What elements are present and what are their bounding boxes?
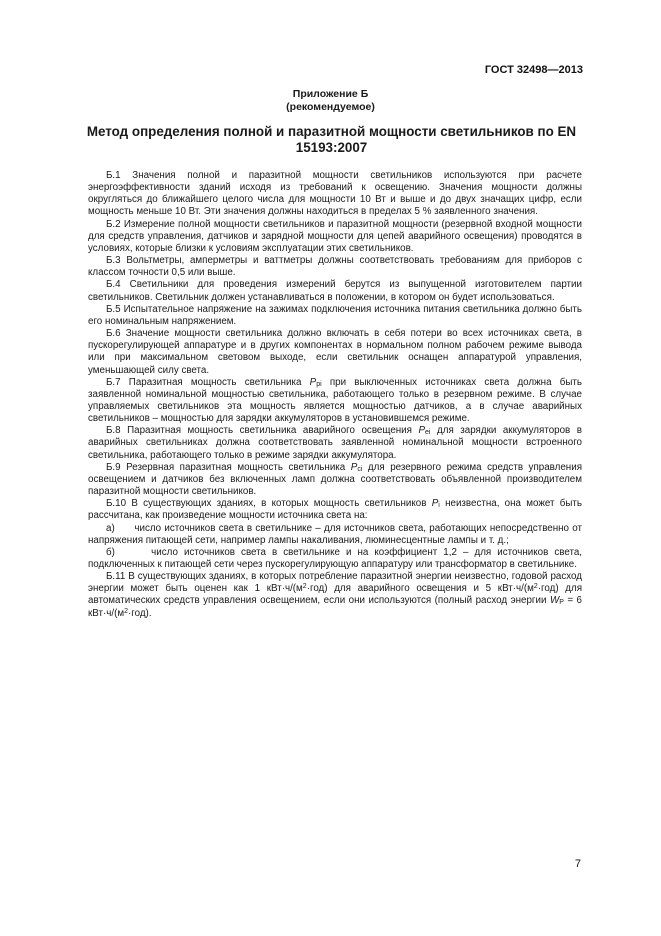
paragraph-b9-text: Б.9 Резервная паразитная мощность светильника (106, 461, 351, 473)
paragraph-b10-text: Б.10 В существующих зданиях, в которых мощность светильников (106, 498, 432, 510)
symbol-p-i: P (431, 498, 439, 510)
document-body (88, 170, 582, 620)
list-item-b: б) число источников света в светильнике и на коэффициент 1,2 – для источников света, подключенных к питающей сети через пускорегулирующую аппаратуру или трансформатор в светильнике. (88, 546, 582, 570)
paragraph-b9 (88, 462, 582, 498)
paragraph-b7 (88, 377, 582, 426)
paragraph-b8-text-cont: для зарядки аккумуляторов в аварийных светильниках должна соответствовать заявленной номинальной мощности встроенного светильника, работающего только в режиме зарядки аккумулятора. (88, 425, 582, 461)
list-item-a: а) число источников света в светильнике – для источников света, работающих непосредственно от напряжения питающей сети, например лампы накаливания, люминесцентные лампы и т. д.; (88, 522, 582, 546)
paragraph-b6: Б.6 Значение мощности светильника должно включать в себя потери во всех источниках света, в пускорегулирующей аппаратуре и в других компонентах в нормальном полном рабочем режиме вывода или при максимальном световом выходе, если светильник оснащен аппаратурой управления, уменьшающей силу света. (88, 328, 582, 376)
paragraph-b11-text: ·год) для аварийного освещения и 5 кВт·ч/(м (306, 583, 534, 595)
page-number: 7 (574, 858, 581, 870)
superscript: 2 (124, 607, 128, 615)
paragraph-b11 (88, 571, 582, 620)
paragraph-b10 (88, 498, 582, 522)
paragraph-b11-text: Б.11 В существующих зданиях, в которых потребление паразитной энергии неизвестно, годовой расход энергии может быть оценен как 1 кВт·ч/(м (88, 571, 582, 595)
symbol-w-p: W (549, 595, 560, 607)
symbol-subscript: i (438, 502, 440, 510)
section-title: Метод определения полной и паразитной мощности светильников по EN 15193:2007 (86, 124, 577, 155)
document-code: ГОСТ 32498—2013 (484, 64, 583, 76)
superscript: 2 (533, 583, 538, 591)
symbol-subscript: ei (425, 429, 431, 437)
paragraph-b2: Б.2 Измерение полной мощности светильников и паразитной мощности (резервной входной мощности для средств управления, датчиков и зарядной мощности для цепей аварийного освещения) проводятся в условиях, которые близки к условиям эксплуатации этих светильников. (88, 218, 582, 254)
symbol-p-ei: P (418, 425, 426, 437)
paragraph-b9-text-cont: для резервного режима средств управления освещением и датчиков без включенных ламп должна соответствовать объявленной производителем паразитной мощности светильников. (88, 461, 582, 498)
symbol-p-pi: P (309, 376, 317, 388)
symbol-subscript: P (559, 599, 564, 607)
appendix-label: Приложение Б (292, 88, 369, 100)
symbol-p-ci: P (350, 461, 358, 473)
paragraph-b5: Б.5 Испытательное напряжение на зажимах подключения источника питания светильника должно быть его номинальным напряжением. (88, 303, 582, 327)
paragraph-b8 (88, 425, 582, 461)
paragraph-b7-text-cont: при выключенных источниках света должна быть заявленной номинальной мощностью светильника, работающего только в резервном режиме. В случае управляемых светильников эта мощность является мощностью датчиков, а в случае аварийных светильников – мощностью для зарядки аккумуляторов в установившемся режиме. (88, 376, 582, 425)
paragraph-b11-text: ·год). (127, 607, 152, 619)
paragraph-b8-text: Б.8 Паразитная мощность светильника аварийного освещения (106, 425, 419, 437)
paragraph-b11-text: = 6 кВт·ч/(м (88, 595, 582, 619)
paragraph-b4: Б.4 Светильники для проведения измерений берутся из выпущенной изготовителем партии светильников. Светильник должен устанавливаться в положении, в котором он будет использоваться. (88, 279, 582, 303)
symbol-subscript: pi (316, 380, 322, 388)
paragraph-b7-text: Б.7 Паразитная мощность светильника (106, 376, 310, 388)
paragraph-b11-text: ·год) для автоматических средств управления освещением, если они используются (полный расход энергии (88, 583, 583, 607)
paragraph-b3: Б.3 Вольтметры, амперметры и ваттметры должны соответствовать требованиям для приборов с классом точности 0,5 или выше. (88, 255, 582, 279)
superscript: 2 (302, 583, 307, 591)
appendix-status: (рекомендуемое) (286, 101, 375, 113)
appendix-heading (0, 88, 661, 114)
paragraph-b1: Б.1 Значения полной и паразитной мощности светильников используются при расчете энергоэффективности зданий исходя из требований к освещению. Значения мощности должны округляться до ближайшего целого числа для мощности 10 Вт и выше и до двух значащих цифр, если мощность меньше 10 Вт. Эти значения должны находиться в пределах 5 % заявленного значения. (88, 170, 582, 218)
symbol-subscript: ci (357, 465, 363, 473)
paragraph-b10-text-cont: неизвестна, она может быть рассчитана, как произведение мощности источника света на: (88, 498, 583, 522)
